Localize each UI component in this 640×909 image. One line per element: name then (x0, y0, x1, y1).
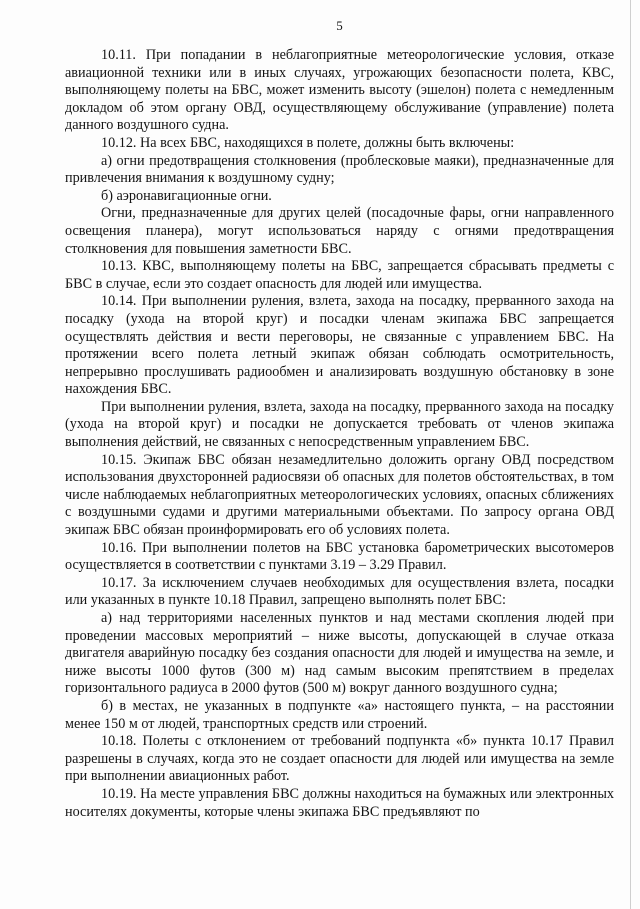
paragraph-10-13: 10.13. КВС, выполняющему полеты на БВС, запрещается сбрасывать предметы с БВС в случае, если это создает опасность для людей или имущества. (65, 258, 614, 292)
paragraph-10-15: 10.15. Экипаж БВС обязан незамедлительно доложить органу ОВД посредством использования двухсторонней радиосвязи об опасных для полетов обстоятельствах, в том числе наблюдаемых неблагоприятных метеорологических условиях, опасных сближениях с воздушными судами и другими материальными объектами. По запросу органа ОВД экипаж БВС обязан проинформировать его об условиях полета. (65, 451, 614, 539)
paragraph-10-14: 10.14. При выполнении руления, взлета, захода на посадку, прерванного захода на посадку (ухода на второй круг) и посадки членам экипажа БВС запрещается осуществлять действия и вести переговоры, не связанные с управлением БВС. На протяжении всего полета летный экипаж обязан соблюдать осмотрительность, непрерывно прослушивать радиообмен и анализировать воздушную обстановку в зоне нахождения БВС. (65, 293, 614, 398)
paragraph-10-17-b: б) в местах, не указанных в подпункте «а» настоящего пункта, – на расстоянии менее 150 м от людей, транспортных средств или строений. (65, 697, 614, 732)
paragraph-10-12-a: а) огни предотвращения столкновения (проблесковые маяки), предназначенные для привлечения внимания к воздушному судну; (65, 152, 614, 187)
paragraph-10-16: 10.16. При выполнении полетов на БВС установка барометрических высотомеров осуществляется в соответствии с пунктами 3.19 – 3.29 Правил. (65, 539, 614, 574)
paragraph-10-12-b: б) аэронавигационные огни. (101, 187, 272, 204)
scan-edge-line (630, 0, 631, 909)
paragraph-10-12: 10.12. На всех БВС, находящихся в полете, должны быть включены: (101, 134, 515, 151)
paragraph-10-17-a: а) над территориями населенных пунктов и над местами скопления людей при проведении массовых мероприятий – ниже высоты, допускающей в случае отказа двигателя аварийную посадку без создания опасности для людей и имущества на земле, и ниже высоты 1000 футов (300 м) над самым высоким препятствием в пределах горизонтального радиуса в 2000 футов (500 м) вокруг данного воздушного судна; (65, 610, 614, 697)
paragraph-10-19: 10.19. На месте управления БВС должны находиться на бумажных или электронных носителях документы, которые члены экипажа БВС предъявляют по (65, 785, 614, 820)
page-number: 5 (336, 18, 343, 33)
paragraph-10-17: 10.17. За исключением случаев необходимых для осуществления взлета, посадки или указанных в пункте 10.18 Правил, запрещено выполнять полет БВС: (65, 574, 614, 609)
paragraph-10-11: 10.11. При попадании в неблагоприятные метеорологические условия, отказе авиационной техники или в иных случаях, угрожающих безопасности полета, КВС, выполняющему полеты на БВС, может изменить высоту (эшелон) полета с немедленным докладом об этом органу ОВД, осуществляющему обслуживание (управление) полета данного воздушного судна. (65, 47, 614, 134)
paragraph-10-18: 10.18. Полеты с отклонением от требований подпункта «б» пункта 10.17 Правил разрешены в случаях, когда это не создает опасности для людей или имущества на земле при выполнении авиационных работ. (65, 733, 614, 785)
paragraph-10-14-taxiing: При выполнении руления, взлета, захода на посадку, прерванного захода на посадку (ухода на второй круг) и посадки не допускается требовать от членов экипажа выполнения действий, не связанных с непосредственным управлением БВС. (65, 398, 614, 451)
paragraph-10-12-lights: Огни, предназначенные для других целей (посадочные фары, огни направленного освещения планера), могут использоваться наряду с огнями предотвращения столкновения для повышения заметности БВС. (65, 205, 614, 257)
